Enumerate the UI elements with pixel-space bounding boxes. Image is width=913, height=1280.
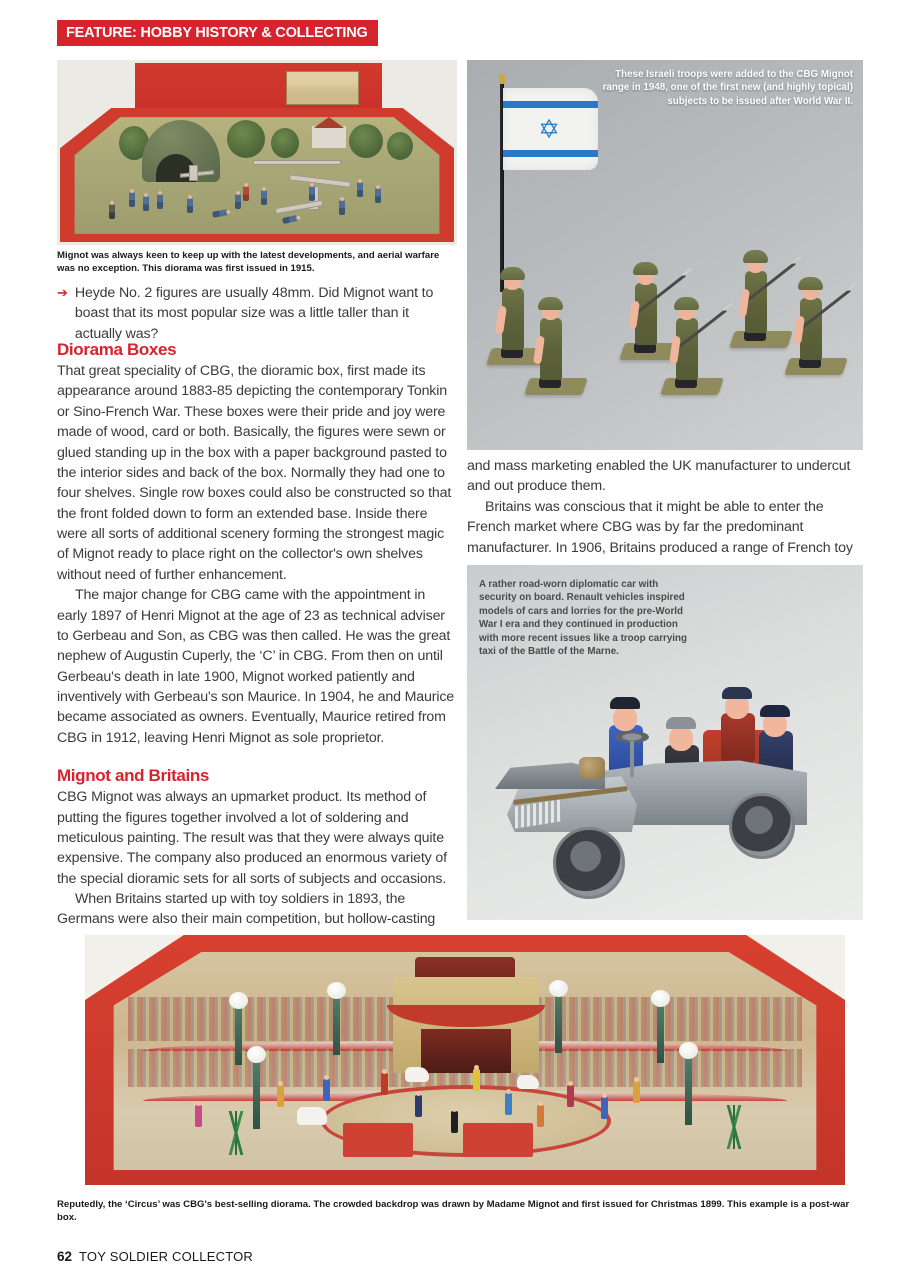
lead-in-block: [57, 283, 457, 344]
photo-aerial-diorama: [57, 60, 457, 245]
toy-figure: [109, 204, 115, 219]
flag-stripe: [503, 101, 598, 108]
section-heading-mignot-britains: Mignot and Britains: [57, 766, 210, 786]
arena-lamp-post: [555, 993, 562, 1053]
car-rear-wheel: [729, 793, 795, 859]
toy-figure: [143, 196, 149, 211]
painted-hangar-row: [253, 160, 341, 165]
toy-figure: [157, 194, 163, 209]
toy-performer: [633, 1081, 640, 1103]
figure-helmet: [743, 250, 768, 263]
toy-figure: [375, 188, 381, 203]
paragraph-britains-started: When Britains started up with toy soldiers in 1893, the Germans were also their main competition, but hollow-casting: [57, 891, 436, 928]
section-heading-diorama-boxes: Diorama Boxes: [57, 340, 177, 359]
toy-figure: [261, 190, 267, 205]
toy-performer: [537, 1105, 544, 1127]
toy-circus-horse: [297, 1107, 327, 1125]
toy-figure: [235, 194, 241, 209]
potted-plant: [221, 1111, 251, 1155]
figure-helmet: [798, 277, 823, 290]
caption-renault-car: A rather road-worn diplomatic car with security on board. Renault vehicles inspired models of cars and lorries for the pre-World War I era and they continued in production with more recent issues like a troop carrying taxi of the Battle of the Marne.: [479, 579, 687, 658]
left-text-column: [57, 340, 457, 930]
figure-body: [540, 318, 562, 380]
toy-figure: [187, 198, 193, 213]
toy-performer: [473, 1069, 480, 1091]
arena-lamp-post: [657, 1003, 664, 1063]
arena-lamp-post: [333, 995, 340, 1055]
feature-banner: FEATURE: HOBBY HISTORY & COLLECTING: [57, 20, 378, 46]
toy-figure: [129, 192, 135, 207]
toy-performer: [195, 1105, 202, 1127]
painted-farmhouse: [312, 126, 346, 148]
star-of-david-icon: ✡: [538, 114, 560, 144]
car-headlamp: [579, 757, 605, 779]
paragraph-upmarket-product: CBG Mignot was always an upmarket product. Its method of putting the figures together involved a lot of soldering and meticulous painting. The result was that they were always quite expensive. The company also produced an enormous variety of the special dioramic sets for all sorts of subjects and occasions.: [57, 789, 447, 887]
toy-performer: [381, 1073, 388, 1095]
arena-lamp-post: [253, 1059, 260, 1129]
figure-body: [800, 298, 822, 360]
flag-stripe: [503, 150, 598, 157]
toy-circus-horse: [405, 1067, 429, 1082]
paragraph-mass-marketing: and mass marketing enabled the UK manufacturer to undercut and out produce them.: [467, 458, 851, 495]
arena-lamp-post: [685, 1055, 692, 1125]
toy-aeroplane-fuselage: [189, 165, 198, 181]
figure-body: [745, 271, 767, 333]
car-front-wheel: [553, 827, 625, 899]
paragraph-french-market: Britains was conscious that it might be able to enter the French market where CBG was by far the predominant manufacturer. In 1906, Britains produced a range of French toy: [467, 498, 853, 556]
toy-performer: [601, 1097, 608, 1119]
steering-wheel: [615, 731, 649, 743]
israeli-flag: [503, 88, 598, 170]
toy-circus-horse: [517, 1075, 539, 1089]
toy-performer: [415, 1095, 422, 1117]
ring-barrier: [343, 1123, 413, 1157]
photo-renault-car: [467, 565, 863, 920]
arena-lamp-post: [235, 1005, 242, 1065]
toy-figure: [309, 186, 315, 201]
painted-tree: [349, 124, 383, 158]
passenger-top-hat: [666, 717, 696, 729]
figure-helmet: [633, 262, 658, 275]
toy-figure: [339, 200, 345, 215]
centre-canopy: [393, 977, 539, 1073]
photo-israeli-troops: [467, 60, 863, 450]
toy-figure: [357, 182, 363, 197]
potted-plant: [719, 1105, 749, 1149]
caption-circus-diorama: Reputedly, the ‘Circus’ was CBG's best-selling diorama. The crowded backdrop was drawn by Madame Mignot and first issued for Christmas 1899. This example is a post-war box.: [57, 1199, 850, 1223]
toy-performer: [567, 1085, 574, 1107]
toy-performer: [505, 1093, 512, 1115]
figure-helmet: [500, 267, 525, 280]
passenger-torso: [721, 713, 755, 763]
driver-cap: [610, 697, 640, 709]
painted-tree: [271, 128, 299, 158]
figure-helmet: [538, 297, 563, 310]
figure-helmet: [674, 297, 699, 310]
photo-circus-diorama: [85, 935, 845, 1185]
caption-israeli-troops: These Israeli troops were added to the CBG Mignot range in 1948, one of the first new (and highly topical) subjects to be issued after World War II.: [602, 69, 853, 107]
paragraph-major-change: The major change for CBG came with the appointment in early 1897 of Henri Mignot at the age of 23 as technical adviser to Gerbeau and Son, as CBG was then called. He was the great nephew of Augustin Cuperly, the ‘C’ in CBG. From then on until Gerbeau's death in late 1900, Mignot worked patiently and inventively with Gerbeau's son Maurice. In 1904, he and Maurice became associated as owners. Eventually, Maurice retired from CBG in 1912, leaving Henri Mignot as sole proprietor.: [57, 587, 455, 746]
painted-tree: [387, 132, 413, 160]
passenger-cap: [760, 705, 790, 717]
toy-performer: [277, 1085, 284, 1107]
box-label: [286, 71, 359, 105]
ring-barrier: [463, 1123, 533, 1157]
page-number: 62: [57, 1249, 73, 1264]
page-footer: [57, 1249, 253, 1264]
figure-body: [635, 283, 657, 345]
lead-in-text: Heyde No. 2 figures are usually 48mm. Did Mignot want to boast that its most popular size was a little taller than it actually was?: [74, 285, 434, 342]
right-text-column: [467, 456, 863, 558]
caption-aerial-diorama: Mignot was always keen to keep up with the latest developments, and aerial warfare was no exception. This diorama was first issued in 1915.: [57, 250, 440, 274]
figure-body: [502, 288, 524, 350]
publication-name: TOY SOLDIER COLLECTOR: [79, 1249, 254, 1264]
figure-body: [676, 318, 698, 380]
arrow-bullet-icon: ➔: [57, 285, 68, 300]
painted-tree: [227, 120, 265, 158]
toy-figure: [243, 186, 249, 201]
paragraph-diorama-boxes: That great speciality of CBG, the dioramic box, first made its appearance around 1883-85 depicting the contemporary Tonkin or Sino-French War. These boxes were their pride and joy were made of wood, card or both. Basically, the figures were sewn or glued standing up in the box with a paper background pasted to the interior sides and back of the box. Normally they had one to four shelves. Single row boxes could also be constructed so that the front folded down to form an extended base. Inside there were all sorts of additional scenery forming the strongest magic of Mignot ready to place right on the collector's own shelves without need of further enhancement.: [57, 363, 452, 583]
toy-ringmaster: [451, 1111, 458, 1133]
passenger-cap: [722, 687, 752, 699]
diorama-box-lid: [135, 63, 382, 111]
toy-performer: [323, 1079, 330, 1101]
